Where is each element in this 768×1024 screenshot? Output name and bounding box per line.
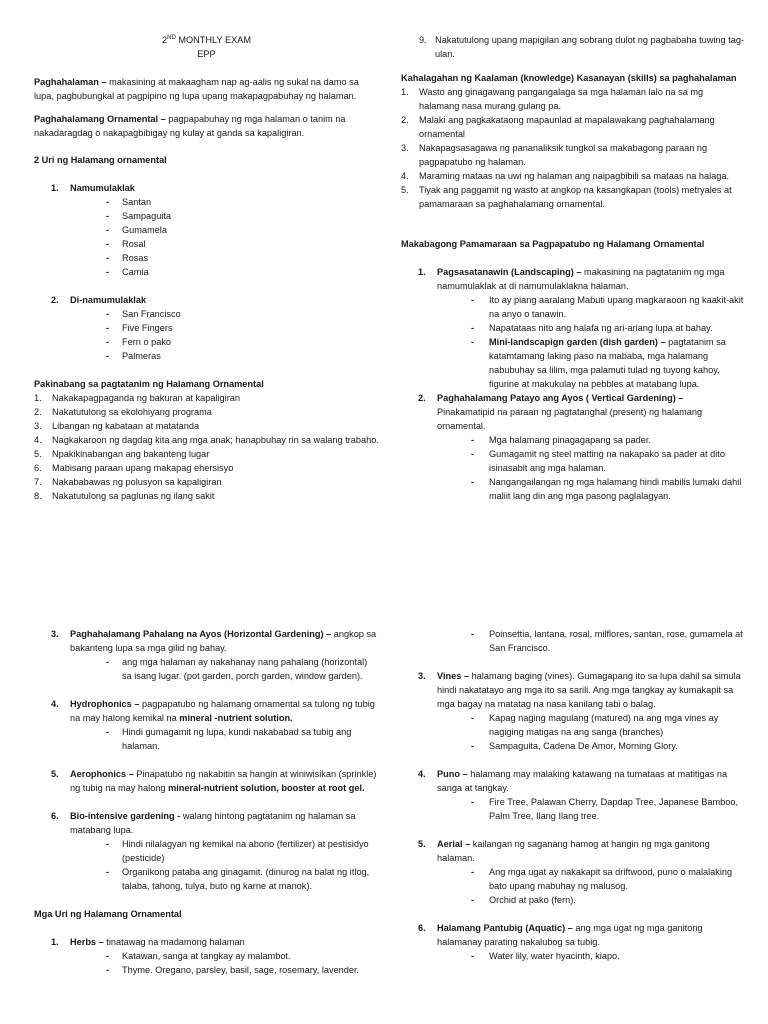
uri-group-2: 2. Di-namumulaklak [51, 295, 147, 305]
mga-uri-heading: Mga Uri ng Halamang Ornamental [34, 909, 182, 919]
list-item: - Fire Tree, Palawan Cherry, Dapdap Tree, Japanese Bamboo, Palm Tree, Ilang Ilang tree. [401, 795, 746, 823]
bottom-right-column [401, 627, 746, 963]
pakinabang-list [34, 391, 379, 503]
uri-group-1: 1. Namumulaklak [51, 183, 135, 193]
list-item: - Napatataas nito ang halafa ng ari-ariang lupa at bahay. [401, 321, 746, 335]
list-item: - Hindi nilalagyan ng kemikal na abono (fertilizer) at pestisidyo (pesticide) [34, 837, 379, 865]
list-item: - Camia [34, 265, 379, 279]
list-item: 1. Wasto ang ginagawang pangangalaga sa mga halaman lalo na sa mg halamang nasa murang gulang pa. [401, 87, 704, 111]
pantubig-item: 6. Halamang Pantubig (Aquatic) – ang mga ugat ng mga ganitong halamanay parating nakalubog sa tubig. [418, 923, 703, 947]
list-item: 5. Tiyak ang paggamit ng wasto at angkop na kasangkapan (tools) metryales at pamamaraan sa paghahalamang ornamental. [401, 185, 732, 209]
vines-item: 3. Vines – halamang baging (vines). Gumagapang ito sa lupa dahil sa simula hindi nakatatayo ang mga ito sa sarili. Ang mga tangkay ay kumakapit sa mga bagay na matatag na nasa kanilang tabi o balag. [418, 671, 741, 709]
kahalagahan-list [401, 85, 746, 211]
pakinabang-item-9: 9. Nakatutulong upang mapigilan ang sobrang dulot ng pagbabaha tuwing tag-ulan. [419, 35, 745, 59]
list-item: - Rosal [34, 237, 379, 251]
hydrophonics-item: 4. Hydrophonics – pagpapatubo ng halamang ornamental sa tulong ng tubig na may halong kemikal na mineral -nutrient solution. [51, 699, 375, 723]
list-item: - Rosas [34, 251, 379, 265]
list-item: - Sampaguita [34, 209, 379, 223]
mini-landscaping-item: - Mini-landscapign garden (dish garden) – pagtatanim sa katamtamang laking paso na mababa, mga halamang nabubuhay sa lilim, mga palamuti tulad ng tuyong kahoy, figurine at makukulay na pebbles at matabang lupa. [401, 335, 746, 391]
subject-title: EPP [197, 49, 216, 59]
list-item: 6. Mabisang paraan upang makapag ehersisyo [34, 463, 234, 473]
list-item: - Water lily, water hyacinth, kiapo. [401, 949, 746, 963]
list-item: - Thyme. Oregano, parsley, basil, sage, rosemary, lavender. [34, 963, 379, 977]
list-item: 1. Nakakapagpaganda ng bakuran at kapaligiran [34, 393, 240, 403]
herbs-item: 1. Herbs – tinatawag na madamong halaman [51, 937, 245, 947]
list-item: - Sampaguita, Cadena De Amor, Morning Glory. [401, 739, 746, 753]
list-item: 5. Npakikinabangan ang bakanteng lugar [34, 449, 210, 459]
list-item: - Palmeras [34, 349, 379, 363]
list-item: 8. Nakatutulong sa paglunas ng ilang sakit [34, 491, 215, 501]
list-item: 7. Nakababawas ng polusyon sa kapaligiran [34, 477, 222, 487]
list-item: - Orchid at pako (fern). [401, 893, 746, 907]
list-item: - Mga halamang pinagagapang sa pader. [401, 433, 746, 447]
list-item: - Five Fingers [34, 321, 379, 335]
list-item: - San Francisco [34, 307, 379, 321]
top-right-column [401, 33, 746, 503]
uri-group-2-items [34, 307, 379, 363]
list-item: - Ito ay piang aaralang Mabuti upang magkaraoon ng kaakit-akit na anyo o tanawin. [401, 293, 746, 321]
list-item: 2. Malaki ang pagkakataong mapaunlad at mapalawakang paghahalamang ornamental [401, 115, 715, 139]
aerophonics-item: 5. Aerophonics – Pinapatubo ng nakabitin sa hangin at winiwisikan (sprinkle) ng tubig na may halong mineral-nutrient solution, booster at root gel. [51, 769, 377, 793]
list-item: 4. Maraming mataas na uwi ng halaman ang naipagbibili sa mataas na halaga. [401, 171, 730, 181]
kahalagahan-heading: Kahalagahan ng Kaalaman (knowledge) Kasanayan (skills) sa paghahalaman [401, 73, 737, 83]
aerial-item: 5. Aerial – kailangan ng saganang hamog at hangin ng mga ganitong halaman. [418, 839, 710, 863]
list-item: 2. Nakatutulong sa ekolohiyang programa [34, 407, 212, 417]
list-item: 3. Nakapagsasagawa ng pananaliksik tungkol sa makabagong paraan ng pagpapatubo ng halaman. [401, 143, 708, 167]
list-item: - ang mga halaman ay nakahanay nang pahalang (horizontal) sa isang lugar. (pot garden, porch garden, window garden). [34, 655, 379, 683]
list-item: - Nangangailangan ng mga halamang hindi mabilis lumaki dahil maliit lang din ang mga pasong paglalagyan. [401, 475, 746, 503]
exam-title: 2ND MONTHLY EXAM [161, 34, 251, 45]
bottom-left-column [34, 627, 379, 977]
top-left-column [34, 33, 379, 503]
uri-group-1-items [34, 195, 379, 279]
list-item: - Gumagamit ng steel matting na nakapako sa pader at dito isinasabit ang mga halaman. [401, 447, 746, 475]
list-item: - Fern o pako [34, 335, 379, 349]
bio-intensive-item: 6. Bio-intensive gardening - walang hintong pagtatanim ng halaman sa matabang lupa. [51, 811, 356, 835]
list-item: - Organikong pataba ang ginagamit. (dinurog na balat ng itlog, talaba, tahong, tulya, buto ng karne at manok). [34, 865, 379, 893]
list-item: - Gumamela [34, 223, 379, 237]
makabago-heading: Makabagong Pamamaraan sa Pagpapatubo ng Halamang Ornamental [401, 239, 705, 249]
list-item: - Poinsettia, lantana, rosal, milflores, santan, rose, gumamela at San Francisco. [401, 627, 746, 655]
list-item: - Ang mga ugat ay nakakapit sa driftwood, puno o malalaking bato upang mabuhay ng malusog. [401, 865, 746, 893]
list-item: - Kapag naging magulang (matured) na ang mga vines ay nagiging matigas na ang sanga (branches) [401, 711, 746, 739]
pakinabang-heading: Pakinabang sa pagtatanim ng Halamang Ornamental [34, 379, 264, 389]
landscaping-item: 1. Pagsasatanawin (Landscaping) – makasining na pagtatanim ng mga namumulaklak at di namumulaklakna halaman. [418, 267, 725, 291]
list-item: - Katawan, sanga at tangkay ay malambot. [34, 949, 379, 963]
list-item: - Santan [34, 195, 379, 209]
paghahalaman-definition: Paghahalaman – makasining at makaagham nap ag-aalis ng sukal na damo sa lupa, pagbubungkal at pagpipino ng lupa upang makapagpabuhay ng halaman. [34, 77, 359, 101]
list-item: 3. Libangan ng kabataan at matatanda [34, 421, 200, 431]
vertical-gardening-item: 2. Paghahalamang Patayo ang Ayos ( Vertical Gardening) – Pinakamatipid na paraan ng pagtatanghal (present) ng halamang ornamental. [418, 393, 703, 431]
uri-heading: 2 Uri ng Halamang ornamental [34, 155, 167, 165]
list-item: - Hindi gumagamit ng lupa, kundi nakababad sa tubig ang halaman. [34, 725, 379, 753]
puno-item: 4. Puno – halamang may malaking katawang na tumataas at matitigas na sanga at tangkay. [418, 769, 728, 793]
list-item: 4. Nagkakaroon ng dagdag kita ang mga anak; hanapbuhay rin sa walang trabaho. [34, 435, 379, 445]
horizontal-gardening-item: 3. Paghahalamang Pahalang na Ayos (Horizontal Gardening) – angkop sa bakanteng lupa sa mga gilid ng bahay. [51, 629, 377, 653]
ornamental-definition: Paghahalamang Ornamental – pagpapabuhay ng mga halaman o tanim na nakadaragdag o nakapagbibigay ng kulay at ganda sa kapaligiran. [34, 114, 346, 138]
